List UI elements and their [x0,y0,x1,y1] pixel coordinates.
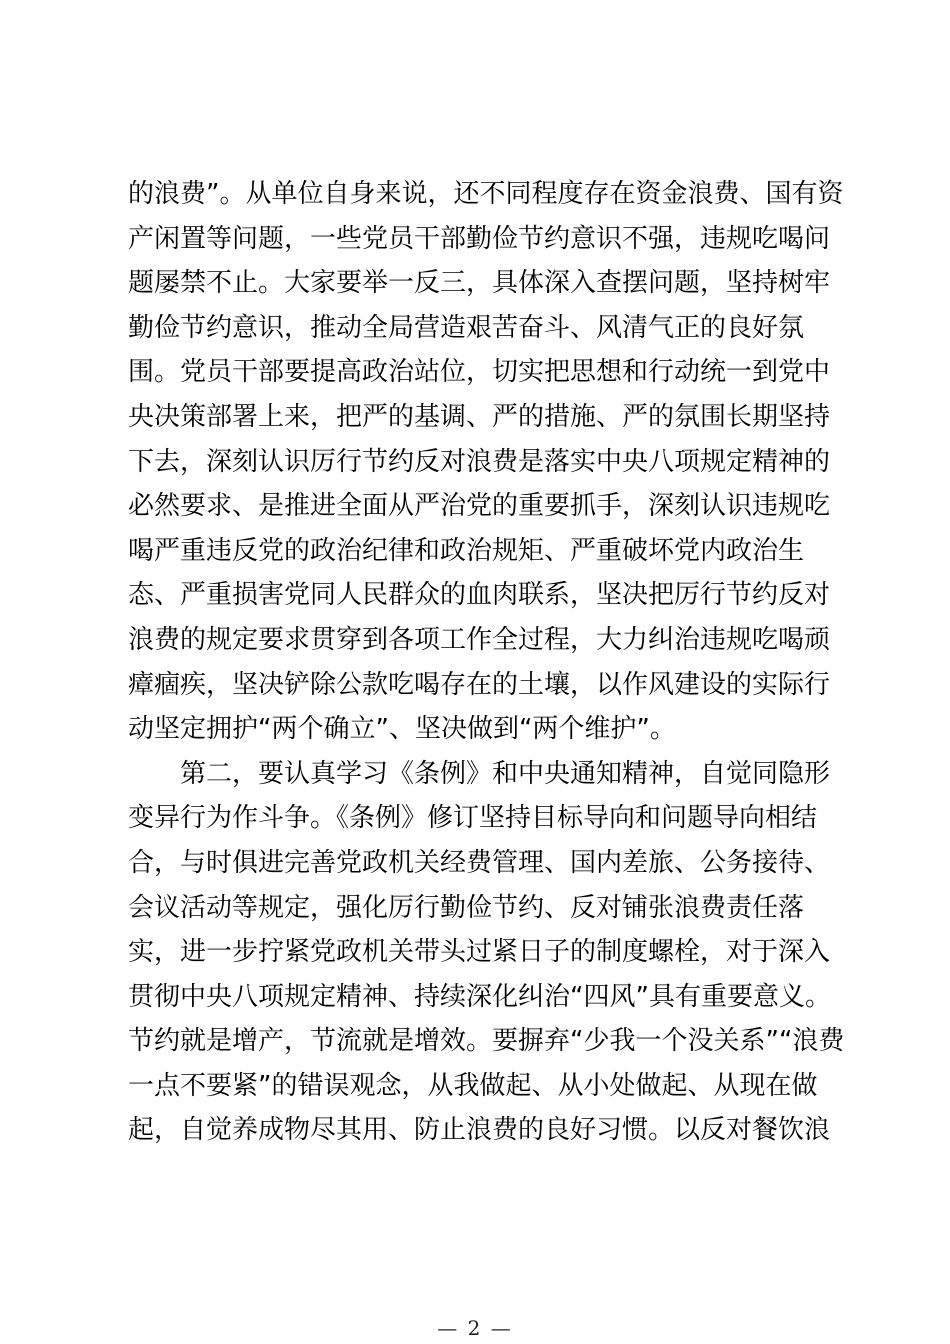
text-line: 的浪费”。从单位自身来说，还不同程度存在资金浪费、国有资 [128,179,844,209]
text-line: 浪费的规定要求贯穿到各项工作全过程，大力纠治违规吃喝顽 [128,624,831,655]
text-line: 一点不要紧”的错误观念，从我做起、从小处做起、从现在做 [128,1070,818,1101]
text-line: 下去，深刻认识厉行节约反对浪费是落实中央八项规定精神的 [128,446,831,477]
paragraph-start-line: 第二，要认真学习《条例》和中央通知精神，自觉同隐形 [128,758,831,789]
text-line: 变异行为作斗争。《条例》修订坚持目标导向和问题导向相结 [128,803,818,834]
text-line: 贯彻中央八项规定精神、持续深化纠治“四风”具有重要意义。 [128,981,831,1012]
text-line: 围。党员干部要提高政治站位，切实把思想和行动统一到党中 [128,357,831,388]
text-line: 起，自觉养成物尽其用、防止浪费的良好习惯。以反对餐饮浪 [128,1115,831,1146]
text-line: 勤俭节约意识，推动全局营造艰苦奋斗、风清气正的良好氛 [128,312,805,343]
text-line: 会议活动等规定，强化厉行勤俭节约、反对铺张浪费责任落 [128,892,805,923]
page-number: — 2 — [437,1316,513,1340]
text-line: 产闲置等问题，一些党员干部勤俭节约意识不强，违规吃喝问 [128,223,831,254]
text-line: 瘴痼疾，坚决铲除公款吃喝存在的土壤，以作风建设的实际行 [128,669,831,700]
text-line: 节约就是增产，节流就是增效。要摒弃“少我一个没关系”“浪费 [128,1026,845,1057]
text-line: 实，进一步拧紧党政机关带头过紧日子的制度螺栓，对于深入 [128,937,831,968]
body-text [128,172,845,1153]
text-line: 合，与时俱进完善党政机关经费管理、国内差旅、公务接待、 [128,847,831,878]
text-line: 央决策部署上来，把严的基调、严的措施、严的氛围长期坚持 [128,401,831,432]
text-line: 喝严重违反党的政治纪律和政治规矩、严重破坏党内政治生 [128,535,805,566]
text-line: 动坚定拥护“两个确立”、坚决做到“两个维护”。 [128,714,676,745]
text-line: 题屡禁不止。大家要举一反三，具体深入查摆问题，坚持树牢 [128,268,831,299]
text-line: 必然要求、是推进全面从严治党的重要抓手，深刻认识违规吃 [128,491,831,522]
text-line: 态、严重损害党同人民群众的血肉联系，坚决把厉行节约反对 [128,580,831,611]
